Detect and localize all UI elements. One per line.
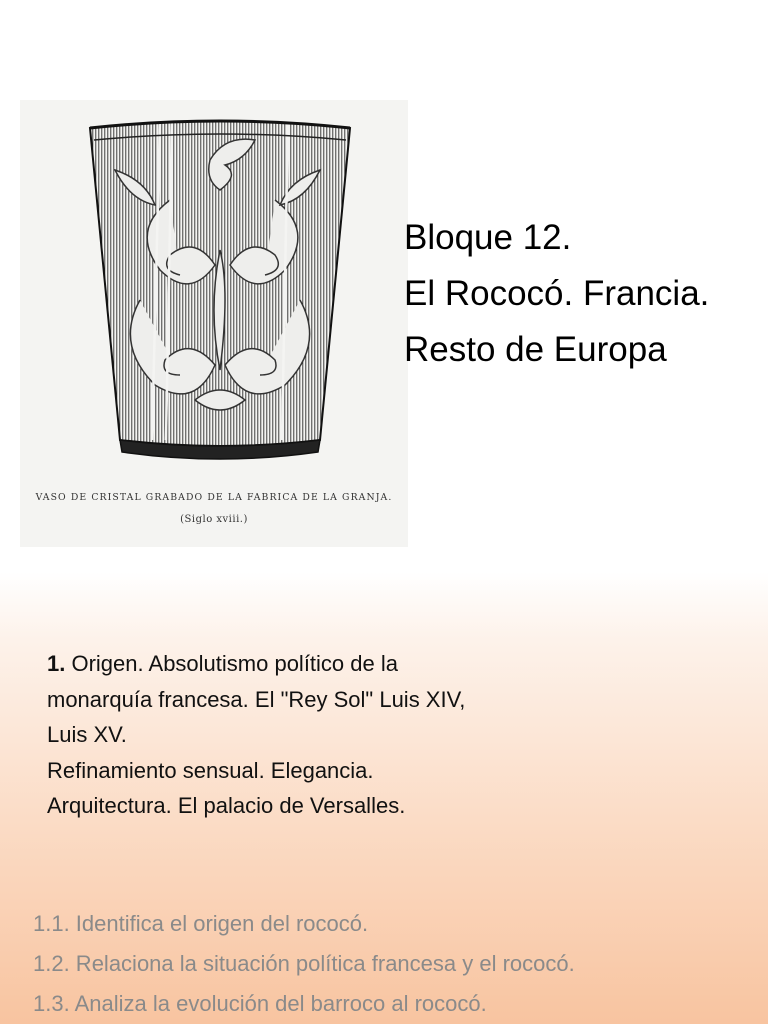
objective-item: 1.1. Identifica el origen del rococó.: [33, 911, 369, 936]
content-line-5: Arquitectura. El palacio de Versalles.: [47, 793, 406, 818]
content-line-4: Refinamiento sensual. Elegancia.: [47, 757, 374, 783]
glass-vase-engraving: [20, 100, 408, 480]
content-block: [47, 646, 747, 824]
content-line-3: Luis XV.: [47, 722, 127, 747]
section-number: 1.: [47, 651, 66, 676]
content-line-1-text: Origen. Absolutismo político de la: [65, 651, 398, 676]
title-line-3: Resto de Europa: [404, 330, 667, 369]
title-line-2: El Rococó. Francia.: [404, 274, 710, 313]
content-line-2: monarquía francesa. El "Rey Sol" Luis XIV,: [47, 686, 466, 712]
caption-line-1: VASO DE CRISTAL GRABADO DE LA FABRICA DE LA GRANJA.: [35, 492, 393, 503]
objective-item: 1.3. Analiza la evolución del barroco al rococó.: [33, 991, 487, 1016]
objectives-list: [33, 904, 763, 1024]
figure-caption: [20, 488, 408, 530]
slide-title: [404, 210, 764, 378]
content-line-1: [47, 646, 747, 682]
objective-item: 1.2. Relaciona la situación política francesa y el rococó.: [33, 951, 575, 976]
engraving-illustration: [20, 100, 408, 547]
caption-line-2: (Siglo xviii.): [180, 514, 248, 525]
title-line-1: Bloque 12.: [404, 218, 572, 257]
